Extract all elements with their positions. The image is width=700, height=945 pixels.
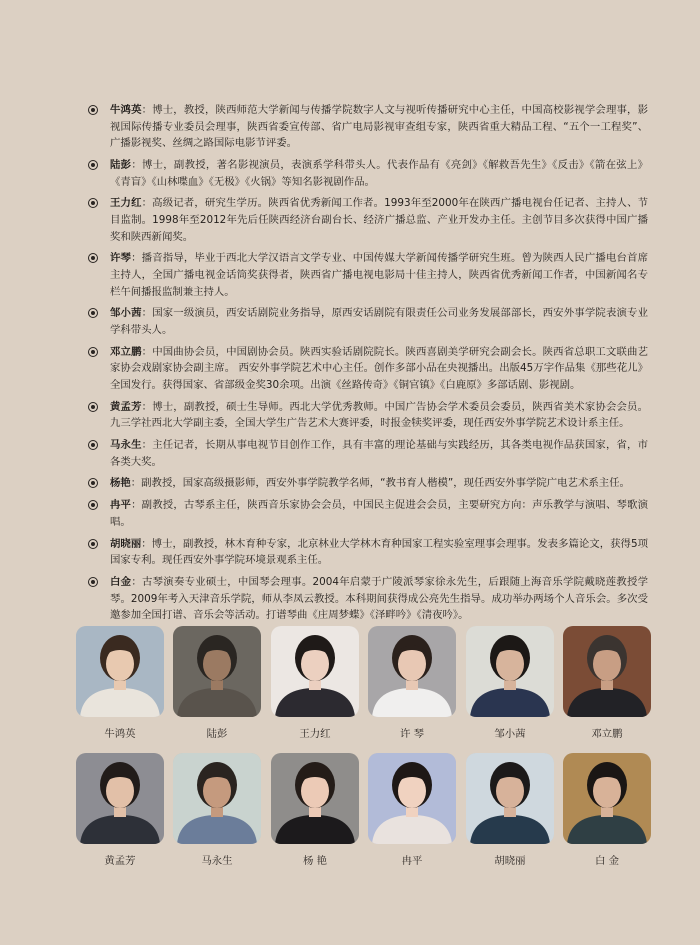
person-silhouette-icon [76, 753, 164, 844]
portrait-photo [271, 753, 359, 844]
person-silhouette-icon [466, 753, 554, 844]
portrait-photo [563, 626, 651, 717]
bio-entry [88, 475, 648, 492]
portrait-card [173, 626, 261, 740]
portrait-card [563, 626, 651, 740]
circle-bullet-icon [88, 105, 98, 115]
person-silhouette-icon [173, 753, 261, 844]
portrait-card [466, 626, 554, 740]
bio-entry [88, 195, 648, 245]
person-silhouette-icon [368, 626, 456, 717]
portrait-photo [173, 753, 261, 844]
bio-name: 王力红 [110, 197, 142, 210]
circle-bullet-icon [88, 539, 98, 549]
person-silhouette-icon [76, 626, 164, 717]
bio-entry [88, 344, 648, 394]
circle-bullet-icon [88, 253, 98, 263]
circle-bullet-icon [88, 478, 98, 488]
bio-name: 邹小茜 [110, 307, 142, 320]
circle-bullet-icon [88, 347, 98, 357]
portrait-card [368, 753, 456, 867]
person-silhouette-icon [563, 753, 651, 844]
person-silhouette-icon [271, 626, 359, 717]
portrait-photo [76, 753, 164, 844]
portrait-photo [271, 626, 359, 717]
portrait-caption: 邹小茜 [494, 728, 526, 740]
circle-bullet-icon [88, 308, 98, 318]
bio-text: ：高级记者，研究生学历。陕西省优秀新闻工作者。1993年至2000年在陕西广播电视台任记者、主持人、节目监制。1998年至2012年先后任陕西经济台副台长、经济广播总监、产业开发办主任。主创节目多次获得中国广播奖和陕西新闻奖。 [110, 197, 649, 243]
bio-entry [88, 399, 648, 432]
portrait-card [271, 626, 359, 740]
bio-name: 黄孟芳 [110, 400, 142, 413]
portrait-caption: 牛鸿英 [104, 728, 136, 740]
portrait-grid [76, 626, 656, 886]
bio-entry [88, 157, 648, 190]
bio-text: ：国家一级演员，西安话剧院业务指导，原西安话剧院有限责任公司业务发展部部长，西安外事学院表演专业学科带头人。 [110, 307, 648, 336]
portrait-card [76, 626, 164, 740]
bio-text: ：博士，副教授，著名影视演员，表演系学科带头人。代表作品有《亮剑》《解救吾先生》《反击》《箭在弦上》《青盲》《山林喋血》《无极》《火锅》等知名影视剧作品。 [110, 158, 648, 188]
bio-text: ：博士，副教授，林木育种专家，北京林业大学林木育种国家工程实验室理事会理事。发表多篇论文，获得5项国家专利。现任西安外事学院环境景观系主任。 [110, 537, 649, 567]
bio-text: ：中国曲协会员，中国剧协会员。陕西实验话剧院院长。陕西喜剧美学研究会副会长。陕西省总职工文联曲艺家协会戏剧家协会副主席。 西安外事学院艺术中心主任。创作多部小品在央视播出。出版45万字作品集《那些花儿》全国发行。获得国家、省部级金奖30余项。出演《丝路传奇》《铜官镇》《白鹿原》多部话剧、影视剧。 [110, 345, 648, 391]
bio-text: ：古琴演奏专业硕士，中国琴会理事。2004年启蒙于广陵派琴家徐永先生，后跟随上海音乐学院戴晓莲教授学琴。2009年考入天津音乐学院，师从李凤云教授。本科期间获得成公亮先生指导。成功举办两场个人音乐会。多次受邀参加全国打谱、音乐会等活动。打谱琴曲《庄周梦蝶》《泽畔吟》《清夜吟》。 [110, 575, 648, 622]
bio-text: ：副教授，国家高级摄影师，西安外事学院教学名师，“教书育人楷模”，现任西安外事学院广电艺术系主任。 [130, 477, 630, 490]
circle-bullet-icon [88, 577, 98, 587]
portrait-caption: 杨 艳 [302, 855, 328, 867]
bio-name: 冉平 [110, 499, 132, 512]
portrait-photo [466, 626, 554, 717]
portrait-card [466, 753, 554, 867]
portrait-caption: 陆彭 [206, 728, 228, 740]
bio-entry [88, 536, 648, 569]
portrait-card [563, 753, 651, 867]
portrait-caption: 冉平 [401, 855, 423, 867]
bio-entry [88, 574, 648, 624]
portrait-card [173, 753, 261, 867]
circle-bullet-icon [88, 440, 98, 450]
bio-text: ：副教授，古琴系主任，陕西音乐家协会会员，中国民主促进会会员，主要研究方向：声乐教学与演唱、琴歌演唱。 [110, 499, 648, 528]
person-silhouette-icon [563, 626, 651, 717]
circle-bullet-icon [88, 198, 98, 208]
bio-text: ：播音指导，毕业于西北大学汉语言文学专业、中国传媒大学新闻传播学研究生班。曾为陕西人民广播电台首席主持人，全国广播电视金话筒奖获得者，陕西省广播电视电影局十佳主持人，陕西省优秀新闻工作者，中国新闻名专栏午间播报监制兼主持人。 [110, 252, 648, 298]
person-silhouette-icon [173, 626, 261, 717]
portrait-caption: 马永生 [201, 855, 233, 867]
circle-bullet-icon [88, 402, 98, 412]
circle-bullet-icon [88, 500, 98, 510]
bio-entry [88, 437, 648, 470]
bio-name: 马永生 [110, 439, 142, 451]
bio-name: 杨艳 [110, 477, 131, 490]
bio-name: 牛鸿英 [110, 104, 142, 116]
bio-entry [88, 102, 648, 152]
bio-name: 许琴 [110, 252, 132, 265]
portrait-caption: 胡晓丽 [494, 855, 526, 867]
portrait-caption: 白 金 [594, 855, 620, 867]
bio-entry [88, 497, 648, 530]
portrait-caption: 黄孟芳 [104, 855, 136, 867]
portrait-card [368, 626, 456, 740]
bio-text: ：博士，副教授，硕士生导师。西北大学优秀教师。中国广告协会学术委员会委员，陕西省美术家协会会员。九三学社西北大学副主委，全国大学生广告艺术大赛评委，时报金犊奖评委，现任西安外事学院艺术设计系主任。 [110, 400, 648, 430]
bio-list [88, 102, 648, 629]
bio-name: 邓立鹏 [110, 345, 142, 358]
portrait-caption: 邓立鹏 [591, 728, 623, 740]
portrait-photo [466, 753, 554, 844]
bio-entry [88, 305, 648, 338]
bio-entry [88, 250, 648, 300]
person-silhouette-icon [271, 753, 359, 844]
portrait-photo [76, 626, 164, 717]
bio-name: 陆彭 [110, 158, 132, 171]
portrait-card [271, 753, 359, 867]
portrait-photo [368, 753, 456, 844]
circle-bullet-icon [88, 160, 98, 170]
portrait-caption: 许 琴 [399, 728, 425, 740]
portrait-caption: 王力红 [299, 728, 331, 740]
person-silhouette-icon [466, 626, 554, 717]
bio-text: ：博士，教授，陕西师范大学新闻与传播学院数字人文与视听传播研究中心主任，中国高校影视学会理事，影视国际传播专业委员会理事，陕西省委宣传部、省广电局影视审查组专家，陕西省重大精品工程、“五个一工程奖”、广播影视奖、丝绸之路国际电影节评委。 [110, 104, 648, 150]
portrait-photo [368, 626, 456, 717]
bio-name: 白金 [110, 575, 132, 588]
bio-name: 胡晓丽 [110, 537, 142, 550]
portrait-card [76, 753, 164, 867]
portrait-photo [563, 753, 651, 844]
portrait-photo [173, 626, 261, 717]
bio-text: ：主任记者，长期从事电视节目创作工作，具有丰富的理论基础与实践经历，其各类电视作品获国家，省，市各类大奖。 [110, 439, 648, 468]
person-silhouette-icon [368, 753, 456, 844]
